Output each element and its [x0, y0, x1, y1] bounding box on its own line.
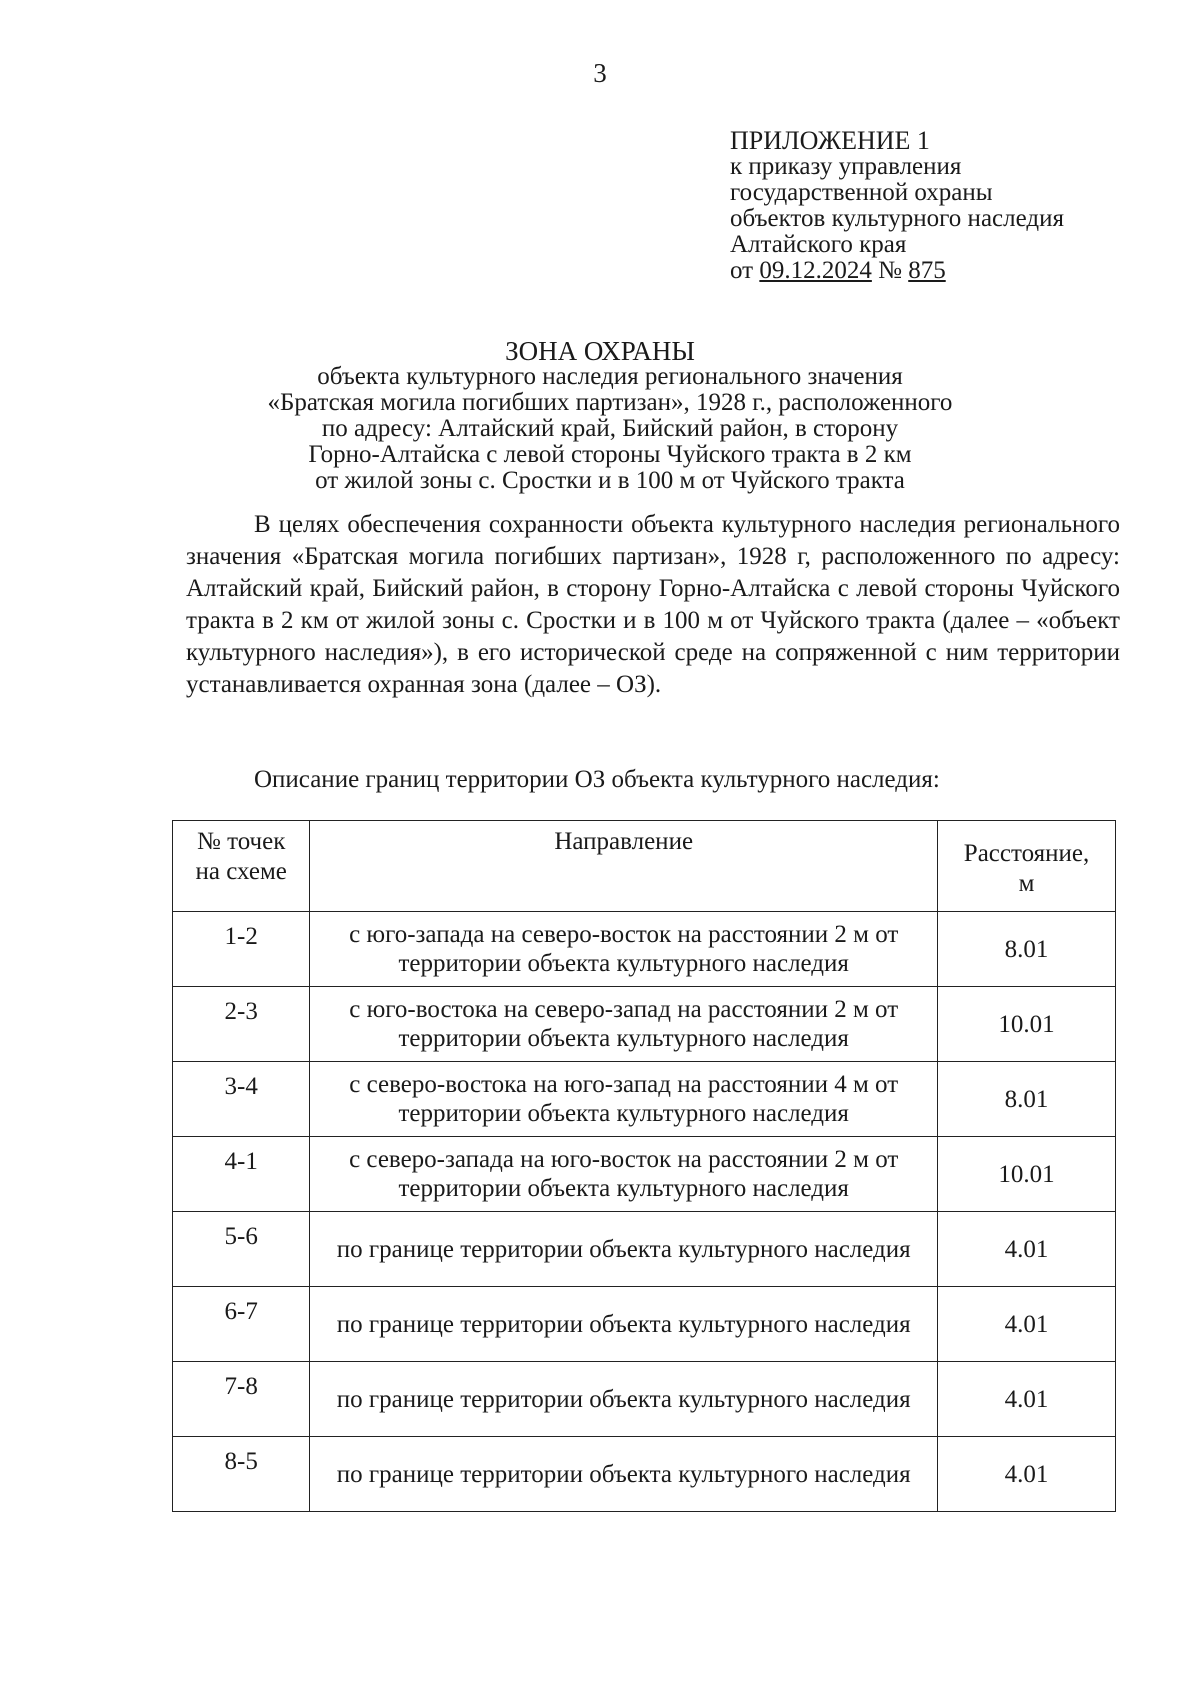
order-number: 875: [908, 257, 946, 284]
header-distance: [938, 821, 1116, 912]
header-direction: Направление: [310, 821, 938, 912]
date-prefix: от: [730, 257, 754, 284]
appendix-line: Алтайского края: [730, 231, 907, 258]
table-row: [173, 1137, 1116, 1212]
zone-subtitle-line: от жилой зоны с. Сростки и в 100 м от Чуйского тракта: [315, 467, 905, 494]
cell-direction: по границе территории объекта культурного наследия: [310, 1287, 938, 1362]
table-row: [173, 1062, 1116, 1137]
cell-direction: с северо-запада на юго-восток на расстоянии 2 м от территории объекта культурного наследия: [310, 1137, 938, 1212]
header-distance-line: Расстояние,: [963, 840, 1090, 867]
intro-paragraph: В целях обеспечения сохранности объекта культурного наследия регионального значения «Братская могила погибших партизан», 1928 г, расположенного по адресу: Алтайский край, Бийский район, в сторону Горно-Алтайска с левой стороны Чуйского тракта в 2 км от жилой зоны с. Сростки и в 100 м от Чуйского тракта (далее – «объект культурного наследия»), в его исторической среде на сопряженной с ним территории устанавливается охранная зона (далее – ОЗ).: [186, 511, 1120, 698]
table-header-row: [173, 821, 1116, 912]
cell-distance: 10.01: [938, 1137, 1116, 1212]
table-row: [173, 1362, 1116, 1437]
cell-direction: с северо-востока на юго-запад на расстоянии 4 м от территории объекта культурного наследия: [310, 1062, 938, 1137]
cell-distance: 8.01: [938, 912, 1116, 987]
zone-subtitle-line: объекта культурного наследия регионального значения: [317, 363, 903, 390]
cell-direction: по границе территории объекта культурного наследия: [310, 1212, 938, 1287]
cell-points: 1-2: [173, 912, 310, 987]
zone-subtitle: [160, 364, 1060, 494]
table-row: [173, 987, 1116, 1062]
table-row: [173, 912, 1116, 987]
table-row: [173, 1437, 1116, 1512]
cell-distance: 4.01: [938, 1287, 1116, 1362]
table-row: [173, 1287, 1116, 1362]
cell-direction: по границе территории объекта культурного наследия: [310, 1437, 938, 1512]
appendix-block: [730, 128, 1170, 284]
appendix-line: государственной охраны: [730, 179, 993, 206]
order-date: 09.12.2024: [759, 257, 872, 284]
appendix-line: объектов культурного наследия: [730, 205, 1064, 232]
header-distance-line: м: [1018, 870, 1035, 897]
table-caption: Описание границ территории ОЗ объекта культурного наследия:: [254, 766, 940, 793]
appendix-line: к приказу управления: [730, 153, 962, 180]
cell-distance: 4.01: [938, 1437, 1116, 1512]
cell-points: 4-1: [173, 1137, 310, 1212]
number-sign: №: [878, 257, 902, 284]
zone-title: ЗОНА ОХРАНЫ: [505, 336, 695, 366]
cell-direction: с юго-востока на северо-запад на расстоянии 2 м от территории объекта культурного наследия: [310, 987, 938, 1062]
cell-direction: по границе территории объекта культурного наследия: [310, 1362, 938, 1437]
cell-points: 8-5: [173, 1437, 310, 1512]
header-points-line: на схеме: [195, 858, 287, 885]
header-points-line: № точек: [197, 828, 286, 855]
cell-points: 6-7: [173, 1287, 310, 1362]
zone-subtitle-line: «Братская могила погибших партизан», 1928 г., расположенного: [267, 389, 953, 416]
cell-distance: 4.01: [938, 1362, 1116, 1437]
cell-distance: 4.01: [938, 1212, 1116, 1287]
cell-points: 2-3: [173, 987, 310, 1062]
cell-distance: 10.01: [938, 987, 1116, 1062]
cell-points: 3-4: [173, 1062, 310, 1137]
header-points: [173, 821, 310, 912]
zone-subtitle-line: Горно-Алтайска с левой стороны Чуйского тракта в 2 км: [308, 441, 912, 468]
cell-points: 7-8: [173, 1362, 310, 1437]
zone-subtitle-line: по адресу: Алтайский край, Бийский район, в сторону: [321, 415, 899, 442]
page-number: 3: [593, 58, 607, 88]
table-row: [173, 1212, 1116, 1287]
cell-points: 5-6: [173, 1212, 310, 1287]
appendix-date-line: [730, 258, 1170, 284]
cell-direction: с юго-запада на северо-восток на расстоянии 2 м от территории объекта культурного наследия: [310, 912, 938, 987]
boundary-table: [172, 820, 1116, 1512]
appendix-title: ПРИЛОЖЕНИЕ 1: [730, 126, 930, 155]
cell-distance: 8.01: [938, 1062, 1116, 1137]
